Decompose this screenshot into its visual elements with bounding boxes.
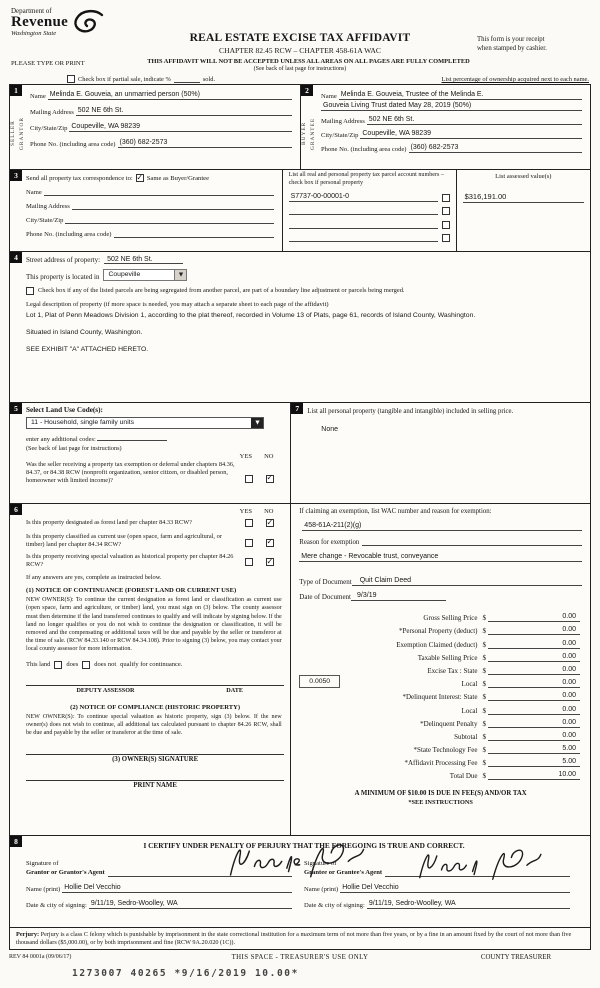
buyer-csz-label: City/State/Zip xyxy=(321,132,359,139)
land-use-title: Select Land Use Code(s): xyxy=(26,406,103,414)
forest-land-yes-checkbox[interactable] xyxy=(245,519,253,527)
fee-row: Local $ 0.00 xyxy=(299,701,582,714)
grantee-date-city-label: Date & city of signing: xyxy=(304,902,365,910)
gross-selling-price-input[interactable]: 0.00 xyxy=(488,612,580,622)
corr-mailing-input[interactable] xyxy=(72,201,274,210)
owners-signature-line[interactable]: (3) OWNER(S) SIGNATURE xyxy=(26,754,284,763)
no-column-label: NO xyxy=(264,453,274,460)
delinquent-interest-local-input[interactable]: 0.00 xyxy=(488,705,580,715)
grantor-name-print-input[interactable]: Hollie Del Vecchio xyxy=(62,883,292,893)
treasurer-space-label: THIS SPACE - TREASURER'S USE ONLY xyxy=(231,954,369,962)
minimum-due-note: A MINIMUM OF $10.00 IS DUE IN FEE(S) AND/OR TAX xyxy=(354,790,527,798)
land-does-not-checkbox[interactable] xyxy=(82,661,90,669)
delinquent-interest-state-input[interactable]: 0.00 xyxy=(488,691,580,701)
wac-number-input[interactable]: 458-61A-211(2)(g) xyxy=(302,521,582,531)
seller-exemption-yes-checkbox[interactable] xyxy=(245,475,253,483)
parcel-number-input-2[interactable] xyxy=(289,206,438,215)
total-due-input[interactable]: 10.00 xyxy=(488,770,580,780)
seller-exemption-no-checkbox[interactable]: ✓ xyxy=(266,473,274,483)
dept-name: Revenue xyxy=(11,14,69,30)
current-use-question: Is this property classified as current use (open space, farm and agricultural, or timber) land per chapter 84.34 RCW? xyxy=(26,533,222,548)
exemption-claimed-input[interactable]: 0.00 xyxy=(488,639,580,649)
parcel-personal-checkbox-1[interactable] xyxy=(442,194,450,202)
historic-property-question: Is this property receiving special valuation as historical property per chapter 84.26 RCW? xyxy=(26,552,234,568)
segregated-label: Check box if any of the listed parcels are being segregated from another parcel, are part of a boundary line adjustment or parcels being merged. xyxy=(38,287,405,294)
correspondence-label: Send all property tax correspondence to: xyxy=(26,174,133,182)
doc-date-label: Date of Document xyxy=(299,593,352,601)
seller-name-input[interactable]: Melinda E. Gouveia, an unmarried person (50%) xyxy=(48,90,292,100)
form-body xyxy=(9,84,591,950)
if-yes-note: If any answers are yes, complete as instructed below. xyxy=(26,574,162,582)
fee-row: *Affidavit Processing Fee $ 5.00 xyxy=(299,754,582,767)
section-personal-property xyxy=(291,403,590,504)
corr-name-input[interactable] xyxy=(44,187,274,196)
fee-row: Total Due $ 10.00 xyxy=(299,767,582,780)
buyer-role-label: BUYER xyxy=(301,121,307,146)
fee-row: Subtotal $ 0.00 xyxy=(299,728,582,741)
buyer-phone-label: Phone No. (including area code) xyxy=(321,146,407,153)
buyer-mailing-input[interactable]: 502 NE 6th St. xyxy=(367,115,582,125)
please-type-label: PLEASE TYPE OR PRINT xyxy=(11,60,85,67)
parcel-number-input[interactable]: S7737-00-00001-0 xyxy=(289,192,438,202)
grantee-role-label: GRANTEE xyxy=(310,117,316,150)
fee-table xyxy=(299,609,582,780)
street-address-input[interactable]: 502 NE 6th St. xyxy=(104,256,183,264)
grantee-name-print-input[interactable]: Hollie Del Vecchio xyxy=(340,883,570,893)
delinquent-penalty-input[interactable]: 0.00 xyxy=(488,718,580,728)
parcel-number-input-4[interactable] xyxy=(289,233,438,242)
land-does-checkbox[interactable] xyxy=(54,661,62,669)
segregated-checkbox[interactable] xyxy=(26,287,34,295)
state-technology-fee-input[interactable]: 5.00 xyxy=(488,744,580,754)
buyer-name-input-line2[interactable]: Gouveia Living Trust dated May 28, 2019 (50%) xyxy=(321,101,582,111)
grantee-signature-label: Signature of Grantee or Grantee's Agent xyxy=(304,860,383,876)
document-type-input[interactable]: Quit Claim Deed xyxy=(352,576,582,586)
historic-no-checkbox[interactable]: ✓ xyxy=(266,556,274,566)
grantee-date-city-input[interactable]: 9/11/19, Sedro-Woolley, WA xyxy=(367,899,570,909)
this-land-label: This land xyxy=(26,661,51,669)
date-label: DATE xyxy=(226,686,243,694)
seller-role-strip xyxy=(10,85,28,169)
fee-row: *State Technology Fee $ 5.00 xyxy=(299,741,582,754)
current-use-no-checkbox[interactable]: ✓ xyxy=(266,537,274,547)
yes-no-header xyxy=(26,508,284,515)
parcel-number-input-3[interactable] xyxy=(289,220,438,229)
parcel-personal-checkbox-2[interactable] xyxy=(442,207,450,215)
fee-row: *Personal Property (deduct) $ 0.00 xyxy=(299,622,582,635)
legal-description-input[interactable]: Lot 1, Plat of Penn Meadows Division 1, according to the plat thereof, recorded in Volume 13 of Plats, page 61, records of Island County, Washington. xyxy=(26,312,476,319)
additional-codes-input[interactable] xyxy=(97,433,167,441)
grantor-date-city-input[interactable]: 9/11/19, Sedro-Woolley, WA xyxy=(89,899,292,909)
section-correspondence xyxy=(10,170,590,252)
corr-phone-input[interactable] xyxy=(114,229,274,238)
dropdown-arrow-icon[interactable]: ▼ xyxy=(251,418,263,428)
fee-row: Excise Tax : State $ 0.00 xyxy=(299,662,582,675)
seller-csz-label: City/State/Zip xyxy=(30,125,68,132)
seller-mailing-label: Mailing Address xyxy=(30,109,74,116)
print-name-line[interactable]: PRINT NAME xyxy=(26,780,284,789)
current-use-yes-checkbox[interactable] xyxy=(245,539,253,547)
grantee-name-print-label: Name (print) xyxy=(304,886,339,894)
corr-csz-label: City/State/Zip xyxy=(26,217,64,224)
notice-continuance-body: NEW OWNER(S): To continue the current designation as forest land or classification as current use (open space, farm and agriculture, or timber) land, you must sign on (3) below. The county assessor must then determine if the land transferred continues to qualify and will indicate by signing below. If the land no longer qualifies or you do not wish to continue the designation or classification, it will be removed and the compensating or additional taxes will be due and payable by the seller or transferor at the time of sale. (RCW 84.33.140 or RCW 84.34.108). Prior to signing (3) below, you may contact your local county assessor for more information. xyxy=(26,597,282,652)
dept-of-label: Department of xyxy=(11,7,52,15)
completion-warning: THIS AFFIDAVIT WILL NOT BE ACCEPTED UNLESS ALL AREAS ON ALL PAGES ARE FULLY COMPLETED xyxy=(147,58,470,65)
historic-yes-checkbox[interactable] xyxy=(245,558,253,566)
fee-row-local: 0.0050 Local $ 0.00 xyxy=(299,675,582,688)
grantee-signature xyxy=(412,845,544,884)
does-not-label: does not xyxy=(94,661,117,669)
partial-sale-sold-label: sold. xyxy=(202,76,216,83)
grantor-signature xyxy=(222,837,367,884)
ownership-note: List percentage of ownership acquired next to each name. xyxy=(441,76,589,83)
fee-row: Gross Selling Price $ 0.00 xyxy=(299,609,582,622)
reason-label: Reason for exemption xyxy=(299,539,360,546)
grantor-date-city-label: Date & city of signing: xyxy=(26,902,87,910)
dor-swirl-icon xyxy=(71,8,105,38)
partial-sale-label: Check box if partial sale, indicate % xyxy=(78,76,171,83)
street-address-label: Street address of property: xyxy=(26,256,101,264)
parcel-personal-checkbox-3[interactable] xyxy=(442,221,450,229)
see-back-note-2: (See back of last page for instructions) xyxy=(26,445,122,452)
assessed-value-input[interactable]: $316,191.00 xyxy=(463,192,584,203)
grantor-name-print-label: Name (print) xyxy=(26,886,61,894)
section-land-use xyxy=(10,403,290,504)
deputy-assessor-label: DEPUTY ASSESSOR xyxy=(76,686,135,694)
seller-exemption-question: Was the seller receiving a property tax exemption or deferral under chapters 84.36, 84.37, or 84.38 RCW (nonprofit organization, senior citizen, or disabled person, homeowner with limited income)? xyxy=(26,461,235,484)
no-column-label: NO xyxy=(264,508,274,515)
located-in-dropdown[interactable] xyxy=(103,269,187,281)
partial-sale-percent-input[interactable] xyxy=(174,75,200,83)
buyer-csz-input[interactable]: Coupeville, WA 98239 xyxy=(360,129,582,139)
same-as-buyer-label: Same as Buyer/Grantee xyxy=(146,174,210,182)
perjury-label: Perjury: xyxy=(16,931,40,938)
section-property xyxy=(10,252,590,403)
corr-phone-label: Phone No. (including area code) xyxy=(26,231,112,238)
legal-exhibit-text[interactable]: SEE EXHIBIT "A" ATTACHED HERETO. xyxy=(26,345,149,353)
section-signatures xyxy=(10,836,590,928)
dor-logo xyxy=(11,7,105,38)
section-4-badge: 4 xyxy=(10,252,22,263)
section-classification xyxy=(10,504,290,835)
buyer-phone-input[interactable]: (360) 682-2573 xyxy=(409,143,582,153)
legal-situated-text[interactable]: Situated in Island County, Washington. xyxy=(26,328,143,336)
seller-phone-label: Phone No. (including area code) xyxy=(30,141,116,148)
yes-column-label: YES xyxy=(239,453,252,460)
taxable-selling-price-input[interactable]: 0.00 xyxy=(488,652,580,662)
fee-row: *Delinquent Penalty $ 0.00 xyxy=(299,715,582,728)
rev-number: REV 84 0001a (09/06/17) xyxy=(9,954,72,961)
form-header xyxy=(9,6,591,84)
see-instructions-note: *SEE INSTRUCTIONS xyxy=(408,799,473,807)
seller-role-label: SELLER xyxy=(10,120,16,147)
seller-csz-input[interactable]: Coupeville, WA 98239 xyxy=(69,122,292,132)
additional-codes-label: enter any additional codes: xyxy=(26,436,96,443)
does-label: does xyxy=(66,661,79,669)
cashier-stamp: 1273007 40265 *9/16/2019 10.00* xyxy=(72,968,299,979)
yes-no-header xyxy=(26,453,284,460)
parcel-personal-checkbox-4[interactable] xyxy=(442,234,450,242)
corr-csz-input[interactable] xyxy=(65,215,273,224)
notice-compliance-body: NEW OWNER(S): To continue special valuation as historic property, sign (3) below. If the new owner(s) does not wish to continue, all additional tax calculated pursuant to chapter 84.26 RCW, shall be due and payable by the seller or transferor at the time of sale. xyxy=(26,713,282,736)
notice-compliance-title: (2) NOTICE OF COMPLIANCE (HISTORIC PROPERTY) xyxy=(70,703,241,711)
perjury-statement xyxy=(10,928,590,949)
perjury-body: Perjury is a class C felony which is punishable by imprisonment in the state correctional institution for a maximum term of not more than five years, or by a fine in an amount fixed by the court of not more than five thousand dollars ($5,000.00), or by both imprisonment and fine (RCW 9A.20.020 (1C)). xyxy=(16,931,572,947)
located-in-value: Coupeville xyxy=(108,271,141,278)
form-chapter: CHAPTER 82.45 RCW – CHAPTER 458-61A WAC xyxy=(219,46,381,55)
assessed-values-header: List assessed value(s) xyxy=(495,173,552,180)
seller-phone-input[interactable]: (360) 682-2573 xyxy=(118,138,292,148)
located-in-label: This property is located in xyxy=(26,273,100,281)
grantor-role-label: GRANTOR xyxy=(19,117,25,150)
notice-continuance-title: (1) NOTICE OF CONTINUANCE (FOREST LAND OR CURRENT USE) xyxy=(26,587,237,595)
forest-land-no-checkbox[interactable]: ✓ xyxy=(266,517,274,527)
legal-description-label: Legal description of property (if more space is needed, you may attach a separate sheet to each page of the affidavit) xyxy=(26,301,329,308)
section-exemption-fees xyxy=(291,504,590,835)
parcel-numbers-header: List all real and personal property tax parcel account numbers – check box if personal property xyxy=(288,172,444,186)
excise-tax-state-input[interactable]: 0.00 xyxy=(488,665,580,675)
reason-line-input[interactable] xyxy=(362,537,582,546)
see-back-note: (See back of last page for instructions) xyxy=(253,66,347,72)
qualify-label: qualify for continuance. xyxy=(120,661,183,669)
receipt-note: This form is your receipt when stamped by cashier. xyxy=(477,36,547,52)
section-seller xyxy=(10,85,300,169)
section-6-badge: 6 xyxy=(10,504,22,515)
forest-land-question: Is this property designated as forest land per chapter 84.33 RCW? xyxy=(26,519,192,526)
section-3-badge: 3 xyxy=(10,170,22,181)
land-use-code-value: 11 - Household, single family units xyxy=(31,419,135,426)
buyer-role-strip xyxy=(301,85,319,169)
county-treasurer-label: COUNTY TREASURER xyxy=(480,954,552,962)
corr-name-label: Name xyxy=(26,189,42,196)
subtotal-input[interactable]: 0.00 xyxy=(488,731,580,741)
partial-sale-checkbox[interactable] xyxy=(67,75,75,83)
fee-row: *Delinquent Interest: State $ 0.00 xyxy=(299,688,582,701)
personal-property-label: List all personal property (tangible and intangible) included in selling price. xyxy=(307,408,514,415)
section-5-badge: 5 xyxy=(10,403,22,414)
excise-tax-local-input[interactable]: 0.00 xyxy=(488,678,580,688)
exemption-label: If claiming an exemption, list WAC number and reason for exemption: xyxy=(299,508,492,515)
affidavit-processing-fee-input[interactable]: 5.00 xyxy=(488,757,580,767)
section-8-badge: 8 xyxy=(10,836,22,847)
seller-name-label: Name xyxy=(30,93,46,100)
buyer-name-label: Name xyxy=(321,93,337,100)
buyer-name-input[interactable]: Melinda E. Gouveia, Trustee of the Melinda E. xyxy=(339,90,582,100)
grantor-signature-label: Signature of Grantor or Grantor's Agent xyxy=(26,860,105,876)
deputy-assessor-line[interactable] xyxy=(26,685,284,694)
form-footer xyxy=(9,954,591,961)
doc-type-label: Type of Document xyxy=(299,578,352,586)
document-date-input[interactable]: 9/3/19 xyxy=(351,591,446,601)
section-7-badge: 7 xyxy=(291,403,303,414)
dept-state: Washington State xyxy=(11,30,57,37)
fee-row: Exemption Claimed (deduct) $ 0.00 xyxy=(299,635,582,648)
same-as-buyer-checkbox[interactable]: ✓ xyxy=(136,172,144,182)
section-2-badge: 2 xyxy=(301,85,313,96)
buyer-mailing-label: Mailing Address xyxy=(321,118,365,125)
fee-row: Taxable Selling Price $ 0.00 xyxy=(299,649,582,662)
local-rate-input[interactable]: 0.0050 xyxy=(299,675,340,688)
yes-column-label: YES xyxy=(239,508,252,515)
partial-sale-row xyxy=(67,75,589,83)
corr-mailing-label: Mailing Address xyxy=(26,203,70,210)
dropdown-arrow-icon[interactable]: ▼ xyxy=(174,270,186,280)
certification-statement: I CERTIFY UNDER PENALTY OF PERJURY THAT THE FOREGOING IS TRUE AND CORRECT. xyxy=(143,841,465,850)
form-title: REAL ESTATE EXCISE TAX AFFIDAVIT xyxy=(189,32,411,44)
personal-property-input[interactable]: None xyxy=(321,426,339,434)
section-1-badge: 1 xyxy=(10,85,22,96)
seller-mailing-input[interactable]: 502 NE 6th St. xyxy=(76,106,292,116)
section-buyer xyxy=(300,85,590,169)
personal-property-deduct-input[interactable]: 0.00 xyxy=(488,625,580,635)
land-use-code-dropdown[interactable] xyxy=(26,417,264,429)
exemption-reason-input[interactable]: Mere change - Revocable trust, conveyance xyxy=(299,552,582,562)
